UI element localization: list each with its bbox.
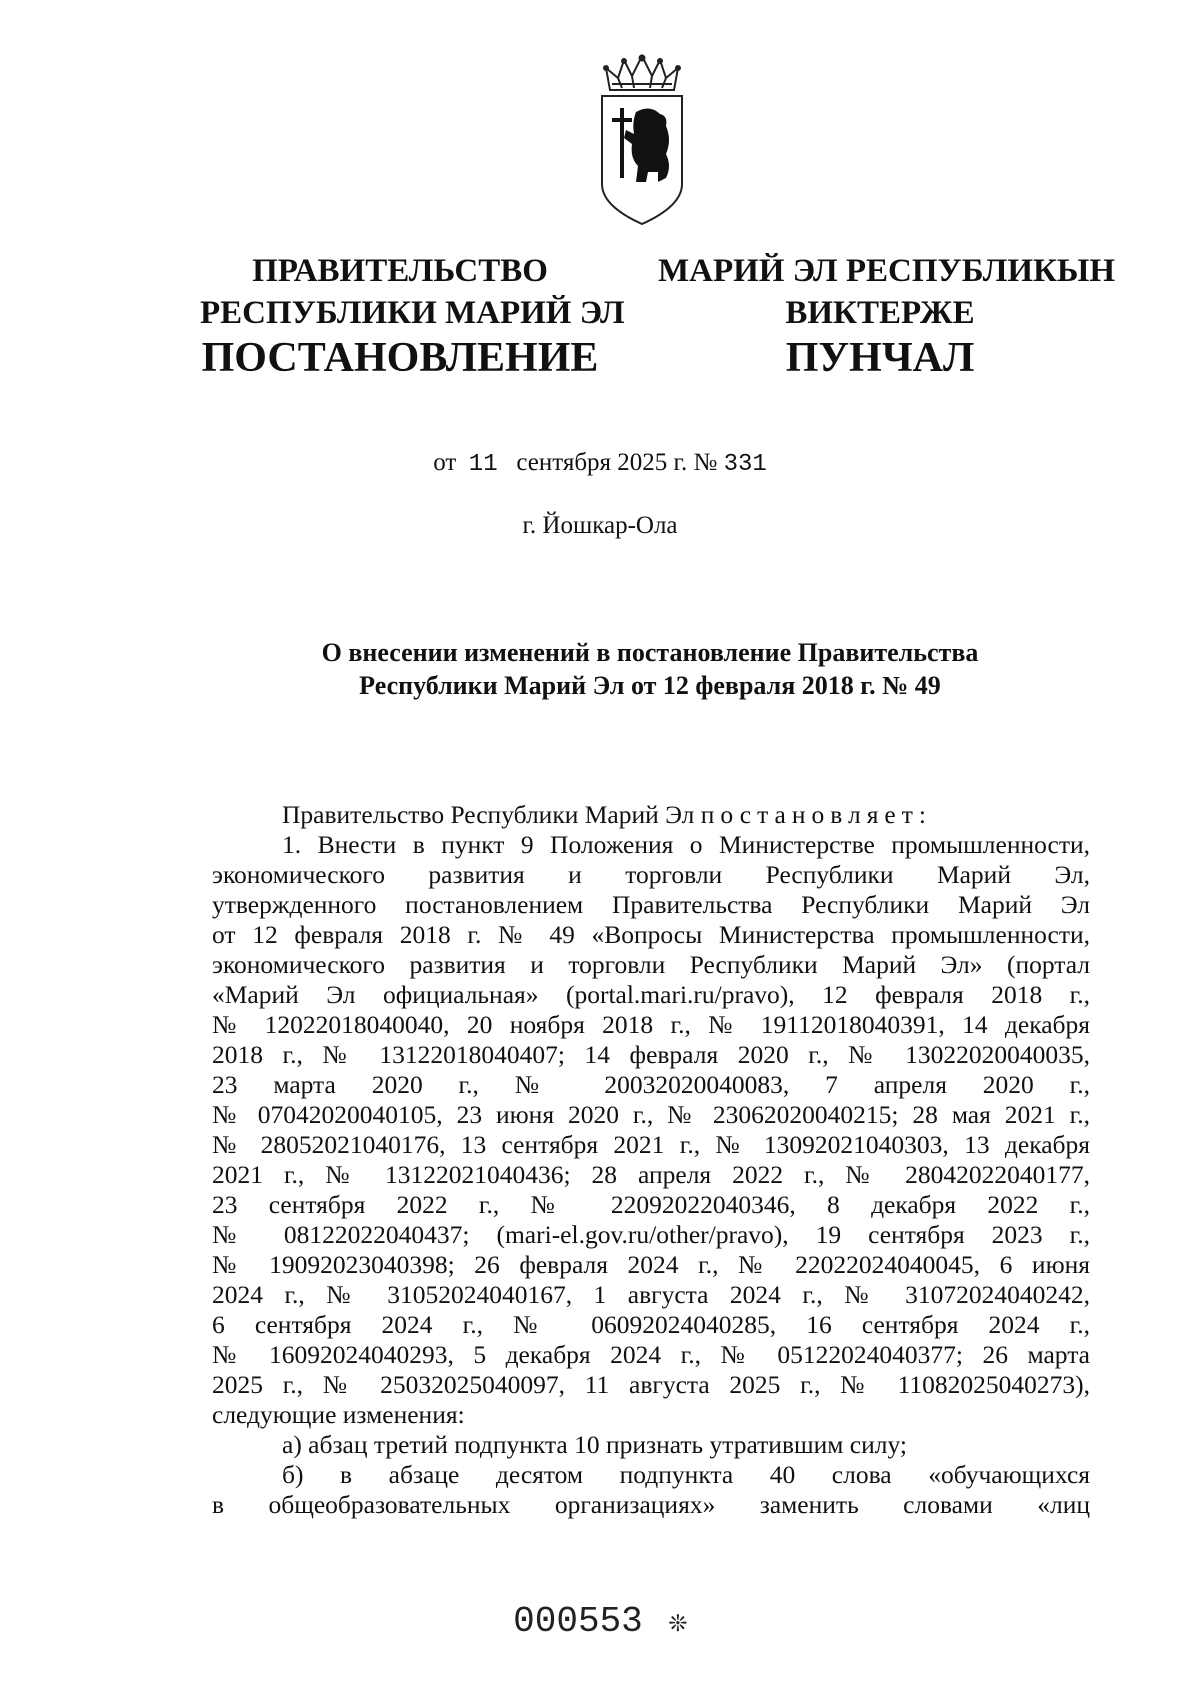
header-left-line2: РЕСПУБЛИКИ МАРИЙ ЭЛ xyxy=(200,295,625,331)
body-line: № 16092024040293, 5 декабря 2024 г., № 05122024040377; 26 марта xyxy=(212,1340,1090,1369)
body-line: утвержденного постановлением Правительства Республики Марий Эл xyxy=(212,890,1090,919)
body-line: № 08122022040437; (mari-el.gov.ru/other/pravo), 19 сентября 2023 г., xyxy=(212,1220,1090,1249)
body-line: 1. Внести в пункт 9 Положения о Министерстве промышленности, xyxy=(282,830,1090,859)
body-line: 2025 г., № 25032025040097, 11 августа 2025 г., № 11082025040273), xyxy=(212,1370,1090,1399)
body-line: 23 марта 2020 г., № 20032020040083, 7 апреля 2020 г., xyxy=(212,1070,1090,1099)
header-left-line1: ПРАВИТЕЛЬСТВО xyxy=(252,253,548,289)
date-day: 11 xyxy=(468,451,498,478)
document-title xyxy=(200,636,1100,702)
body-line: от 12 февраля 2018 г. № 49 «Вопросы Министерства промышленности, xyxy=(212,920,1090,949)
preamble xyxy=(212,800,1090,830)
body-line: № 19092023040398; 26 февраля 2024 г., № 22022024040045, 6 июня xyxy=(212,1250,1090,1279)
date-month-year: сентября 2025 г. № xyxy=(516,449,718,476)
body-line: 23 сентября 2022 г., № 22092022040346, 8 декабря 2022 г., xyxy=(212,1190,1090,1219)
preamble-text: Правительство Республики Марий Эл xyxy=(282,800,701,829)
header-right-line2: ВИКТЕРЖЕ xyxy=(785,295,975,331)
header-right-block xyxy=(658,250,1116,334)
city: г. Йошкар-Ола xyxy=(522,512,678,539)
stamp-number: 000553 xyxy=(513,1601,643,1642)
item-b-line2: в общеобразовательных организациях» заменить словами «лиц xyxy=(212,1490,1090,1519)
coat-of-arms-emblem xyxy=(596,54,688,232)
title-line1: О внесении изменений в постановление Правительства xyxy=(321,638,979,667)
date-line xyxy=(0,446,1200,482)
body-line: 2024 г., № 31052024040167, 1 августа 2024 г., № 31072024040242, xyxy=(212,1280,1090,1309)
body-line: 2021 г., № 13122021040436; 28 апреля 2022 г., № 28042022040177, xyxy=(212,1160,1090,1189)
stamp-mark-icon: ❊ xyxy=(668,1607,687,1641)
doc-type-left: ПОСТАНОВЛЕНИЕ xyxy=(201,335,599,381)
bear-with-cross-icon xyxy=(612,108,669,182)
body-line: 6 сентября 2024 г., № 06092024040285, 16 сентября 2024 г., xyxy=(212,1310,1090,1339)
body-line: 2018 г., № 13122018040407; 14 февраля 2020 г., № 13022020040035, xyxy=(212,1040,1090,1069)
preamble-keyword: постановляет: xyxy=(700,800,932,829)
registration-stamp xyxy=(0,1600,1200,1646)
body-line: № 28052021040176, 13 сентября 2021 г., № 13092021040303, 13 декабря xyxy=(212,1130,1090,1159)
doc-type-right: ПУНЧАЛ xyxy=(785,335,975,381)
body-line: следующие изменения: xyxy=(212,1400,465,1429)
item-b-line1: б) в абзаце десятом подпункта 40 слова «обучающихся xyxy=(282,1460,1090,1489)
item-a: а) абзац третий подпункта 10 признать утратившим силу; xyxy=(282,1430,907,1459)
document-body xyxy=(212,800,1090,1520)
title-line2: Республики Марий Эл от 12 февраля 2018 г. № 49 xyxy=(359,671,941,700)
body-line: № 07042020040105, 23 июня 2020 г., № 23062020040215; 28 мая 2021 г., xyxy=(212,1100,1090,1129)
crown-icon xyxy=(604,56,680,91)
body-line: № 12022018040040, 20 ноября 2018 г., № 19112018040391, 14 декабря xyxy=(212,1010,1090,1039)
document-number: 331 xyxy=(723,451,767,478)
date-prefix: от xyxy=(433,449,457,476)
header-left-block xyxy=(200,250,625,334)
body-line: экономического развития и торговли Республики Марий Эл» (портал xyxy=(212,950,1090,979)
body-line: экономического развития и торговли Республики Марий Эл, xyxy=(212,860,1090,889)
header-right-line1: МАРИЙ ЭЛ РЕСПУБЛИКЫН xyxy=(658,253,1116,289)
body-line: «Марий Эл официальная» (portal.mari.ru/pravo), 12 февраля 2018 г., xyxy=(212,980,1090,1009)
